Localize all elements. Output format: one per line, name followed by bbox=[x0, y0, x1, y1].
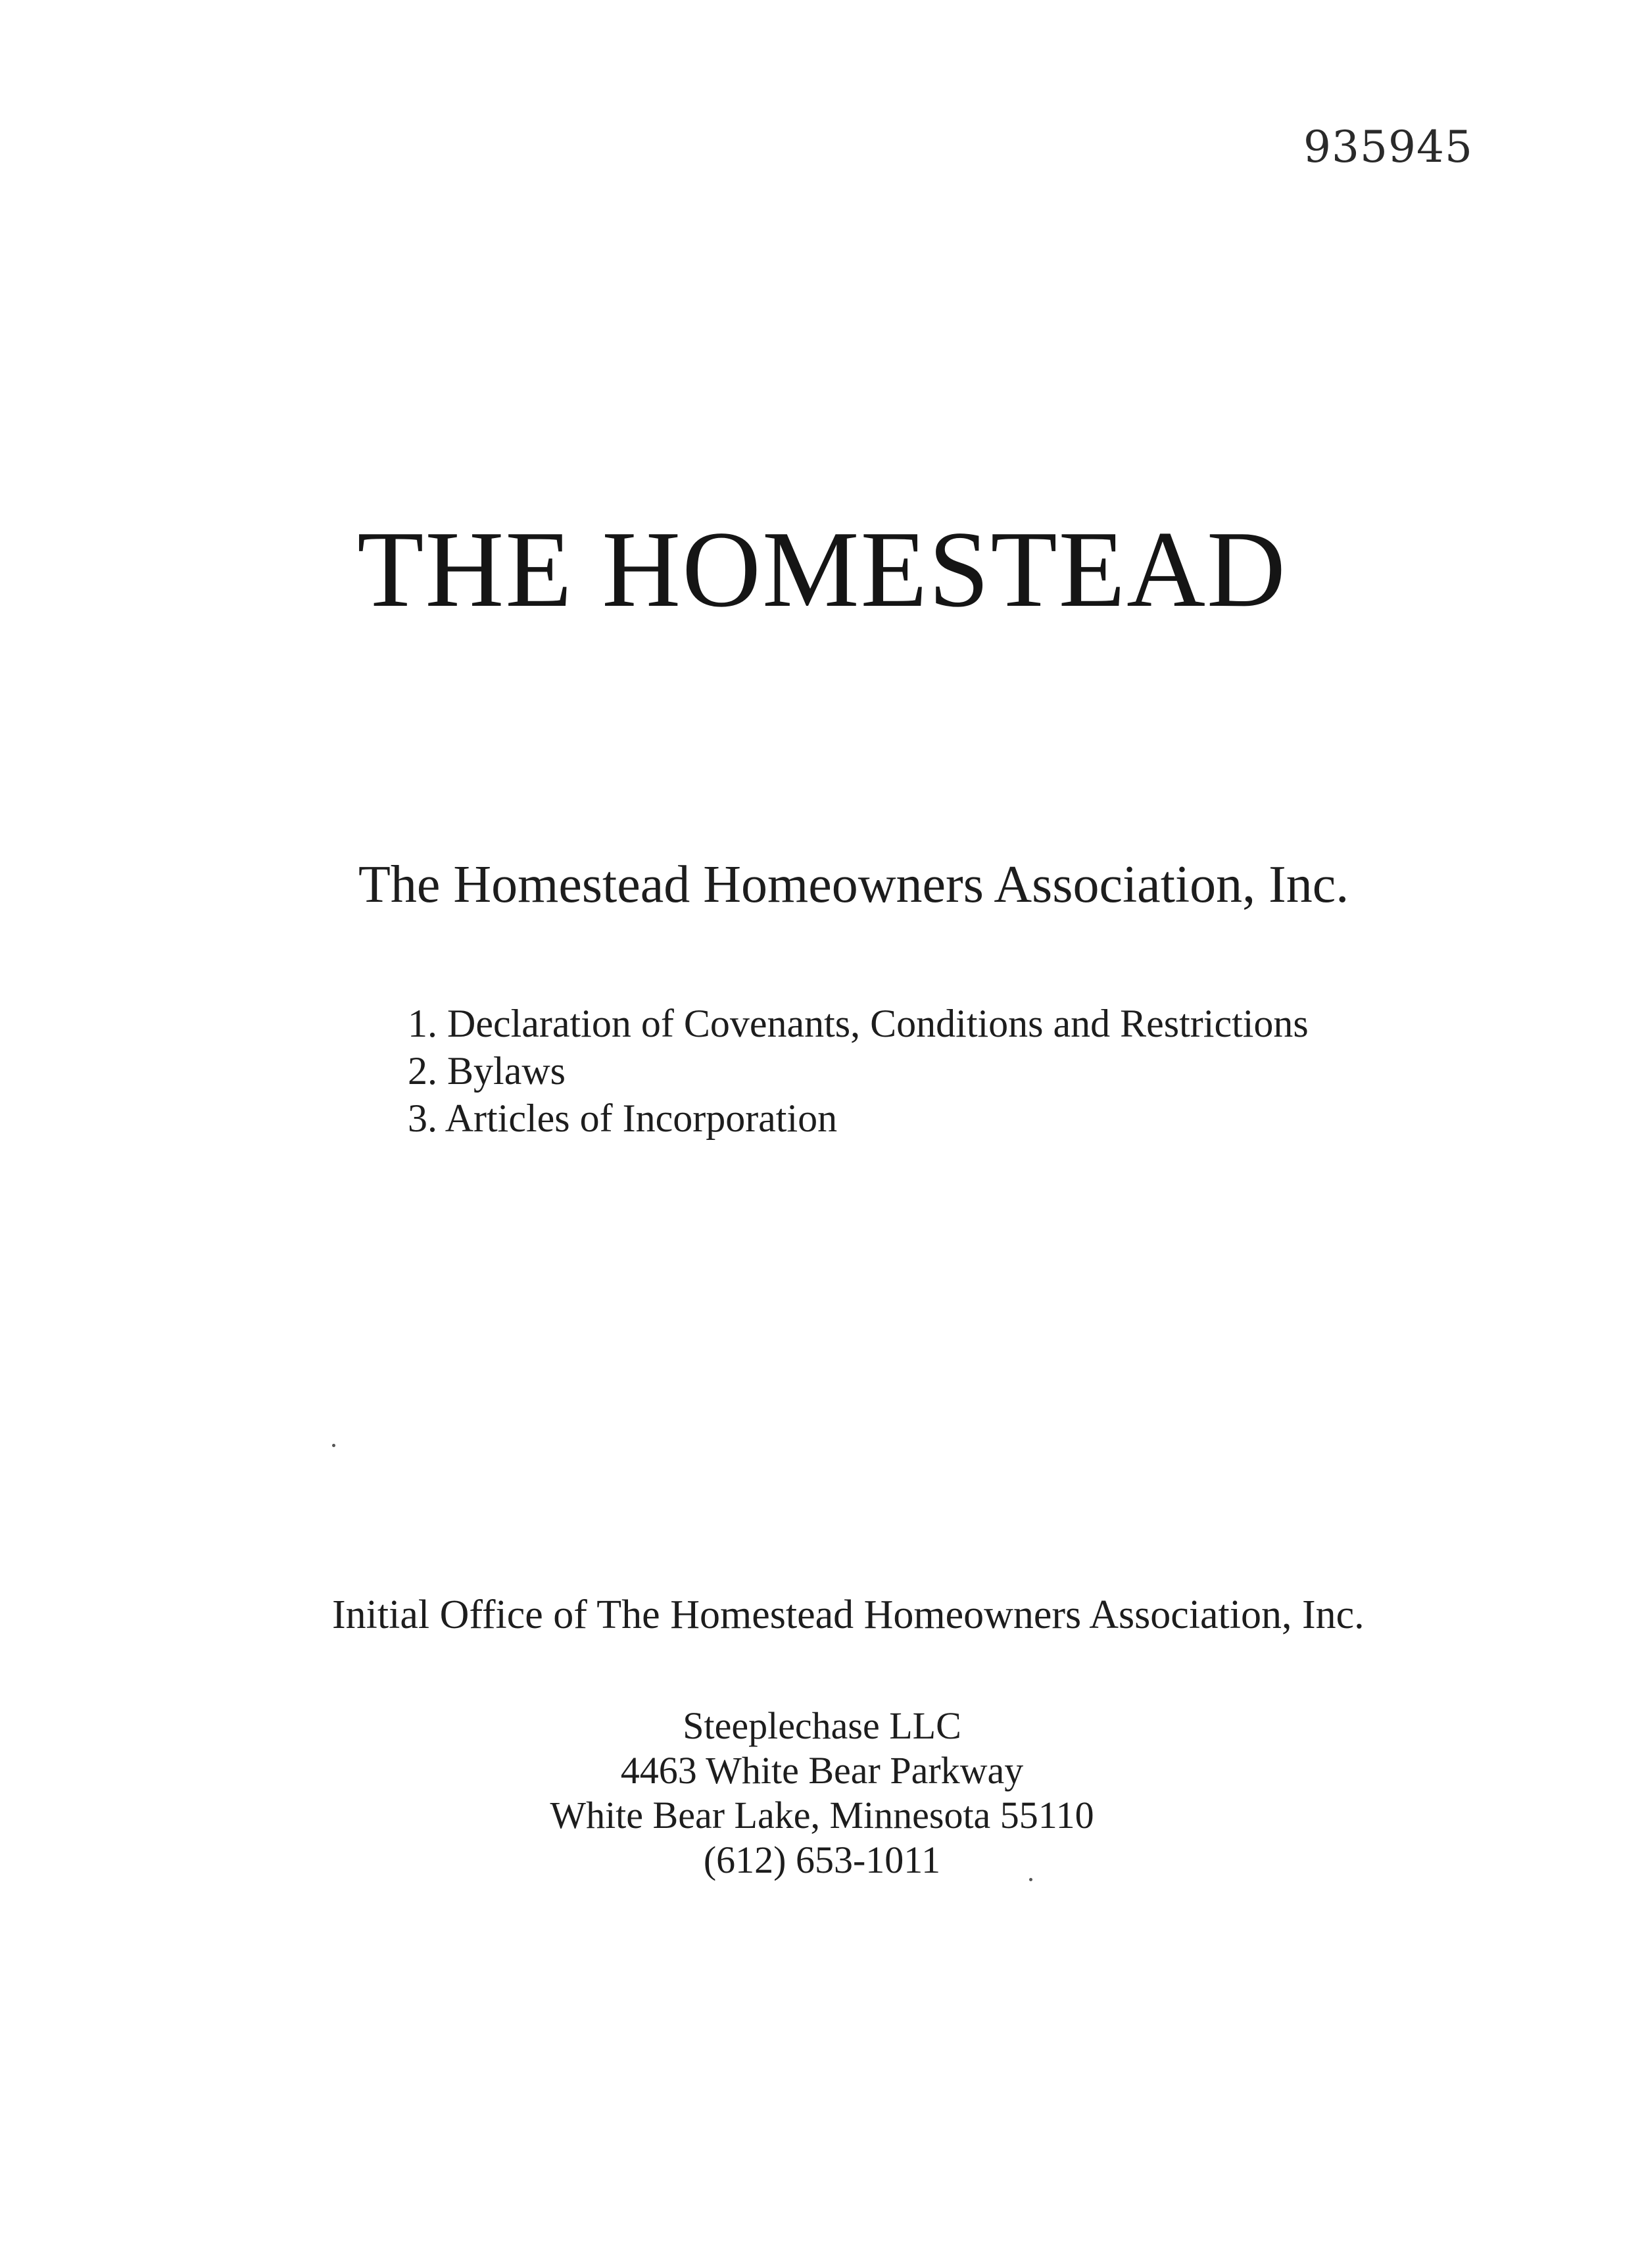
address-company: Steeplechase LLC bbox=[683, 1704, 961, 1747]
contents-item-declaration: 1. Declaration of Covenants, Conditions and Restrictions bbox=[408, 1002, 1309, 1045]
contents-item-bylaws: 2. Bylaws bbox=[408, 1049, 566, 1093]
office-heading: Initial Office of The Homestead Homeowners Association, Inc. bbox=[332, 1592, 1365, 1637]
address-street: 4463 White Bear Parkway bbox=[620, 1749, 1024, 1792]
scan-speck bbox=[1029, 1878, 1032, 1881]
address-phone: (612) 653-1011 bbox=[703, 1838, 941, 1881]
document-number: 935945 bbox=[1303, 122, 1473, 172]
address-city: White Bear Lake, Minnesota 55110 bbox=[550, 1794, 1094, 1837]
association-name: The Homestead Homeowners Association, Inc. bbox=[358, 856, 1349, 914]
scan-speck bbox=[332, 1444, 335, 1447]
contents-item-articles: 3. Articles of Incorporation bbox=[408, 1097, 838, 1140]
page-title: THE HOMESTEAD bbox=[357, 508, 1287, 629]
contents-list bbox=[408, 1000, 1309, 1142]
address-block bbox=[0, 1704, 1644, 1883]
